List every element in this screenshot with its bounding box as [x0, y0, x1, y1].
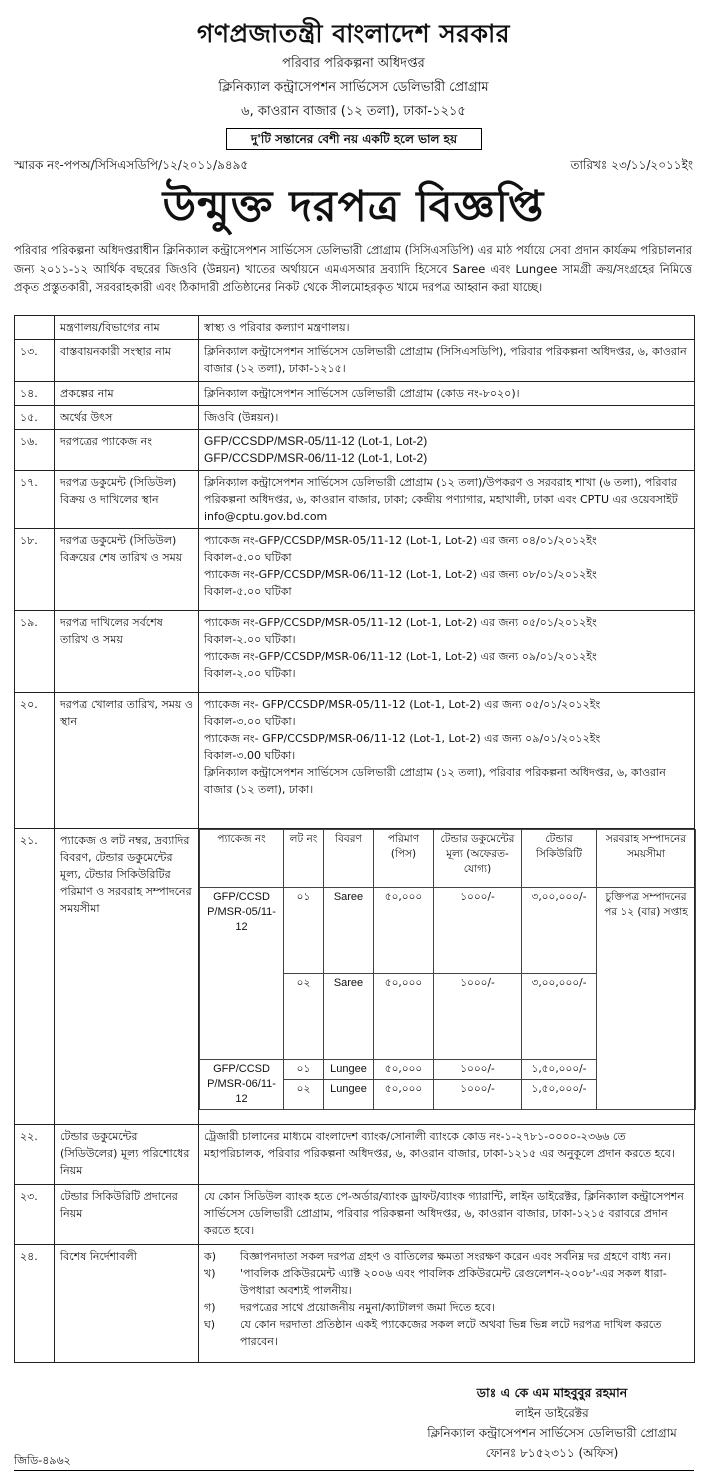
price-cell: ১০০০/- — [434, 1080, 522, 1110]
package-schedule-1: প্যাকেজ নং- GFP/CCSDP/MSR-05/11-12 (Lot-1, Lot-2) এর জন্য ০৫/০১/২০১২ইং — [204, 698, 601, 711]
qty-cell: ৫০,০০০ — [374, 1080, 434, 1110]
table-row — [15, 430, 695, 471]
package-time-2: বিকাল-৫.০০ ঘটিকা — [204, 585, 292, 598]
row-value: ক্লিনিক্যাল কন্ট্রাসেপশন সার্ভিসেস ডেলিভারী প্রোগ্রাম (১২ তলা)/উপকরণ ও সরবরাহ শাখা (৬ তলা), পরিবার পরিকল্পনা অধিদপ্তর, ৬, কাওরান বাজার, ঢাকা; কেন্দ্রীয় পণ্যাগার, মহাখালী, ঢাকা এবং CPTU এর ওয়েবসাইট info@cptu.gov.bd.com — [199, 471, 695, 529]
row-value — [199, 529, 695, 611]
security-cell: ৩,০০,০০০/- — [522, 974, 597, 1060]
row-number: ১৩. — [15, 340, 55, 382]
header-lot: লট নং — [284, 830, 324, 888]
department-name: পরিবার পরিকল্পনা অধিদপ্তর — [282, 56, 425, 71]
header-security: টেন্ডার সিকিউরিটি — [522, 830, 597, 888]
row-value: ক্লিনিক্যাল কন্ট্রাসেপশন সার্ভিসেস ডেলিভারী প্রোগ্রাম (সিসিএসডিপি), পরিবার পরিকল্পনা অধিদপ্তর, ৬, কাওরান বাজার (১২ তলা), ঢাকা-১২১৫। — [199, 340, 695, 382]
table-row — [15, 471, 695, 529]
signatory-title: লাইন ডাইরেক্টর — [515, 1406, 589, 1420]
row-value: যে কোন সিডিউল ব্যাংক হতে পে-অর্ডার/ব্যাংক ড্রাফট/ব্যাংক গ্যারান্টি, লাইন ডাইরেক্টর, ক্লিনিক্যাল কন্ট্রাসেপশন সার্ভিসেস ডেলিভারী প্রোগ্রাম, পরিবার পরিকল্পনা অধিদপ্তর, ৬, কাওরান বাজার, ঢাকা-১২১৫ বরাবরে প্রদান করতে হবে। — [199, 1185, 695, 1245]
program-name: ক্লিনিক্যাল কন্ট্রাসেপশন সার্ভিসেস ডেলিভারী প্রোগ্রাম — [218, 80, 489, 95]
row-number: ২৪. — [15, 1245, 55, 1363]
row-number: ২১. — [15, 829, 55, 1125]
row-value — [199, 1245, 695, 1363]
security-cell: ১,৫০,০০০/- — [522, 1060, 597, 1080]
package-schedule-2: প্যাকেজ নং-GFP/CCSDP/MSR-06/11-12 (Lot-1, Lot-2) এর জন্য ০৯/০১/২০১২ইং — [204, 650, 597, 663]
package-code-2: GFP/CCSDP/MSR-06/11-12 (Lot-1, Lot-2) — [204, 451, 428, 465]
header-doc-price: টেন্ডার ডকুমেন্টের মূল্য (অফেরত-যোগ্য) — [434, 830, 522, 888]
tender-details-table-wrap — [14, 315, 694, 1363]
office-address: ৬, কাওরান বাজার (১২ তলা), ঢাকা-১২১৫ — [241, 104, 466, 119]
opening-place: ক্লিনিক্যাল কন্ট্রাসেপশন সার্ভিসেস ডেলিভারী প্রোগ্রাম (১২ তলা), পরিবার পরিকল্পনা অধিদপ্তর, ৬, কাওরান বাজার (১২ তলা), ঢাকা। — [204, 766, 666, 796]
package-schedule-1: প্যাকেজ নং-GFP/CCSDP/MSR-05/11-12 (Lot-1, Lot-2) এর জন্য ০৪/০১/২০১২ইং — [204, 534, 597, 547]
item-text: দরপত্রের সাথে প্রয়োজনীয় নমুনা/ক্যাটালগ জমা দিতে হবে। — [240, 1301, 495, 1314]
package-time-1: বিকাল-৫.০০ ঘটিকা — [204, 551, 292, 564]
row-label: টেন্ডার সিকিউরিটি প্রদানের নিয়ম — [55, 1185, 199, 1245]
memo-number: স্মারক নং-পপঅ/সিসিএসডিপি/১২/২০১১/৯৪৯৫ — [14, 158, 249, 172]
instructions-list — [204, 1248, 689, 1350]
row-number: ২৩. — [15, 1185, 55, 1245]
row-label: দরপত্র খোলার তারিখ, সময় ও স্থান — [55, 693, 199, 829]
intro-paragraph: পরিবার পরিকল্পনা অধিদপ্তরাধীন ক্লিনিক্যাল কন্ট্রাসেপশন সার্ভিসেস ডেলিভারী প্রোগ্রাম (সিসিএসডিপি) এর মাঠ পর্যায়ে সেবা প্রদান কার্যক্রম পরিচালনার জন্য ২০১১-১২ আর্থিক বছরের জিওবি (উন্নয়ন) খাতের অর্থায়নে এমএসআর দ্রব্যাদি হিসেবে Saree এবং Lungee সামগ্রী ক্রয়/সংগ্রহের নিমিত্তে প্রকৃত প্রস্তুতকারী, সরবরাহকারী এবং ঠিকাদারী প্রতিষ্ঠানের নিকট থেকে সীলমোহরকৃত খামে দরপত্র আহ্বান করা যাচ্ছে। — [14, 243, 692, 294]
tender-details-table — [14, 315, 695, 1363]
package-code-1: GFP/CCSDP/MSR-05/11-12 (Lot-1, Lot-2) — [204, 434, 428, 448]
item-key: ক) — [204, 1250, 216, 1263]
row-number: ১৭. — [15, 471, 55, 529]
table-row — [15, 829, 695, 1125]
row-number: ১৫. — [15, 406, 55, 430]
table-row — [15, 382, 695, 406]
lot-table-header — [200, 830, 696, 888]
table-row — [15, 316, 695, 340]
row-label: দরপত্র ডকুমেন্ট (সিডিউল) বিক্রয় ও দাখিলের স্থান — [55, 471, 199, 529]
lot-cell: ০২ — [284, 1080, 324, 1110]
table-row — [15, 406, 695, 430]
item-key: খ) — [204, 1267, 216, 1280]
package-cell: GFP/CCSD P/MSR-06/11-12 — [200, 1060, 284, 1110]
table-row — [15, 529, 695, 611]
row-number: ১৬. — [15, 430, 55, 471]
table-row — [15, 1185, 695, 1245]
package-cell: GFP/CCSD P/MSR-05/11-12 — [200, 888, 284, 1060]
gd-number: জিডি-৪৯৬২ — [14, 1454, 71, 1467]
desc-cell: Lungee — [324, 1060, 374, 1080]
lot-cell: ০১ — [284, 1060, 324, 1080]
table-row — [15, 693, 695, 829]
row-value — [199, 829, 695, 1125]
row-value: ক্লিনিক্যাল কন্ট্রাসেপশন সার্ভিসেস ডেলিভারী প্রোগ্রাম (কোড নং-৮০২০)। — [199, 382, 695, 406]
row-number: ২২. — [15, 1125, 55, 1185]
row-label: দরপত্রের প্যাকেজ নং — [55, 430, 199, 471]
list-item — [204, 1248, 689, 1265]
row-number: ২০. — [15, 693, 55, 829]
signatory-program: ক্লিনিক্যাল কন্ট্রাসেপশন সার্ভিসেস ডেলিভারী প্রোগ্রাম — [427, 1426, 677, 1440]
header-timeline: সরবরাহ সম্পাদনের সময়সীমা — [597, 830, 696, 888]
notice-headline: উন্মুক্ত দরপত্র বিজ্ঞপ্তি — [162, 182, 545, 232]
desc-cell: Lungee — [324, 1080, 374, 1110]
security-cell: ১,৫০,০০০/- — [522, 1080, 597, 1110]
row-label: টেন্ডার ডকুমেন্টের (সিডিউলের) মূল্য পরিশোধের নিয়ম — [55, 1125, 199, 1185]
header-qty: পরিমাণ (পিস) — [374, 830, 434, 888]
desc-cell: Saree — [324, 888, 374, 974]
package-time-1: বিকাল-২.০০ ঘটিকা। — [204, 633, 296, 646]
row-value — [199, 430, 695, 471]
price-cell: ১০০০/- — [434, 888, 522, 974]
row-value: জিওবি (উন্নয়ন)। — [199, 406, 695, 430]
security-cell: ৩,০০,০০০/- — [522, 888, 597, 974]
lot-cell: ০১ — [284, 888, 324, 974]
qty-cell: ৫০,০০০ — [374, 888, 434, 974]
package-time-2: বিকাল-৩.00 ঘটিকা। — [204, 749, 296, 762]
lot-row — [200, 888, 696, 974]
list-item — [204, 1299, 689, 1316]
header-package: প্যাকেজ নং — [200, 830, 284, 888]
table-row — [15, 1245, 695, 1363]
package-schedule-2: প্যাকেজ নং-GFP/CCSDP/MSR-06/11-12 (Lot-1, Lot-2) এর জন্য ০৮/০১/২০১২ইং — [204, 568, 597, 581]
table-row — [15, 611, 695, 693]
qty-cell: ৫০,০০০ — [374, 1060, 434, 1080]
table-row — [15, 340, 695, 382]
desc-cell: Saree — [324, 974, 374, 1060]
government-title: গণপ্রজাতন্ত্রী বাংলাদেশ সরকার — [197, 19, 510, 48]
lot-cell: ০২ — [284, 974, 324, 1060]
row-number: ১৯. — [15, 611, 55, 693]
package-schedule-1: প্যাকেজ নং-GFP/CCSDP/MSR-05/11-12 (Lot-1, Lot-2) এর জন্য ০৫/০১/২০১২ইং — [204, 616, 597, 629]
item-text: 'পাবলিক প্রকিউরমেন্ট এ্যাক্ট ২০০৬ এবং পাবলিক প্রকিউরমেন্ট রেগুলেশন-২০০৮'-এর সকল ধারা-উপধারা অবশ্যই পালনীয়। — [240, 1267, 667, 1297]
price-cell: ১০০০/- — [434, 1060, 522, 1080]
signatory-name: ডাঃ এ কে এম মাহবুবুর রহমান — [476, 1385, 628, 1400]
package-time-1: বিকাল-৩.০০ ঘটিকা। — [204, 715, 296, 728]
row-number: ১৮. — [15, 529, 55, 611]
package-time-2: বিকাল-২.০০ ঘটিকা। — [204, 667, 296, 680]
item-text: যে কোন দরদাতা প্রতিষ্ঠান একই প্যাকেজের সকল লটে অথবা ভিন্ন ভিন্ন লটে দরপত্র দাখিল করতে পারবেন। — [240, 1318, 662, 1348]
table-row — [15, 1125, 695, 1185]
row-value: স্বাস্থ্য ও পরিবার কল্যাণ মন্ত্রণালয়। — [199, 316, 695, 340]
item-key: ঘ) — [204, 1318, 216, 1331]
row-number: ১৪. — [15, 382, 55, 406]
qty-cell: ৫০,০০০ — [374, 974, 434, 1060]
lot-details-table — [199, 829, 696, 1110]
item-key: গ) — [204, 1301, 216, 1314]
row-label: দরপত্র ডকুমেন্ট (সিডিউল) বিক্রয়ের শেষ তারিখ ও সময় — [55, 529, 199, 611]
row-value: ট্রেজারী চালানের মাধ্যমে বাংলাদেশ ব্যাংক/সোনালী ব্যাংকে কোড নং-১-২৭৮১-০০০০-২৩৬৬ তে মহাপরিচালক, পরিবার পরিকল্পনা অধিদপ্তর, ৬, কাওরান বাজার, ঢাকা-১২১৫ এর অনুকূলে প্রদান করতে হবে। — [199, 1125, 695, 1185]
price-cell: ১০০০/- — [434, 974, 522, 1060]
timeline-cell: চুক্তিপত্র সম্পাদনের পর ১২ (বার) সপ্তাহ — [597, 888, 696, 1110]
signatory-phone: ফোনঃ ৮১৫২৩১১ (অফিস) — [485, 1446, 619, 1460]
row-value — [199, 693, 695, 829]
bottom-divider — [14, 1470, 694, 1471]
header-desc: বিবরণ — [324, 830, 374, 888]
row-label: প্রকল্পের নাম — [55, 382, 199, 406]
row-label: প্যাকেজ ও লট নম্বর, দ্রব্যাদির বিবরণ, টেন্ডার ডকুমেন্টের মূল্য, টেন্ডার সিকিউরিটির পরিমাণ ও সরবরাহ সম্পাদনের সময়সীমা — [55, 829, 199, 1125]
row-value — [199, 611, 695, 693]
row-label: দরপত্র দাখিলের সর্বশেষ তারিখ ও সময় — [55, 611, 199, 693]
list-item — [204, 1265, 689, 1299]
row-label: বিশেষ নির্দেশাবলী — [55, 1245, 199, 1363]
slogan-box: দু'টি সন্তানের বেশী নয় একটি হলে ভাল হয় — [226, 128, 482, 150]
row-label: বাস্তবায়নকারী সংস্থার নাম — [55, 340, 199, 382]
package-schedule-2: প্যাকেজ নং- GFP/CCSDP/MSR-06/11-12 (Lot-1, Lot-2) এর জন্য ০৯/০১/২০১২ইং — [204, 732, 601, 745]
row-label: অর্থের উৎস — [55, 406, 199, 430]
signature-block — [412, 1383, 692, 1463]
list-item — [204, 1316, 689, 1350]
notice-date: তারিখঃ ২৩/১১/২০১১ইং — [570, 158, 693, 172]
row-number — [15, 316, 55, 340]
item-text: বিজ্ঞাপনদাতা সকল দরপত্র গ্রহণ ও বাতিলের ক্ষমতা সংরক্ষণ করেন এবং সর্বনিম্ন দর গ্রহণে বাধ্য নন। — [240, 1250, 671, 1263]
row-label: মন্ত্রণালয়/বিভাগের নাম — [55, 316, 199, 340]
